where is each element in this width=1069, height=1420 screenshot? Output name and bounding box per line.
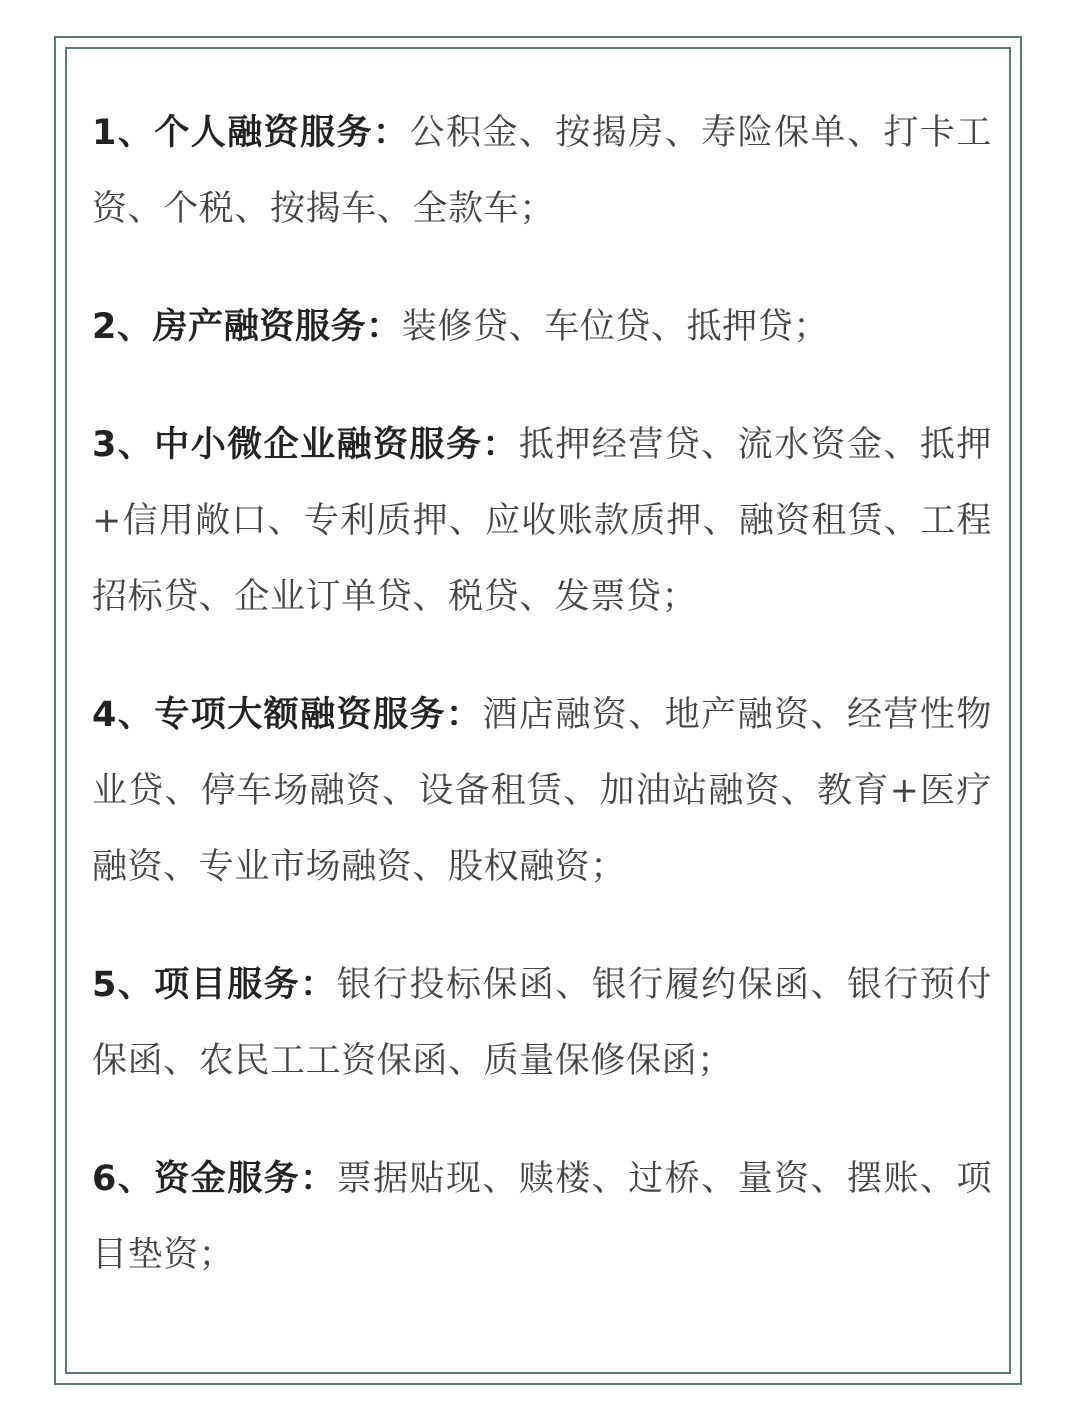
service-item-funds [92,1141,992,1293]
item-number: 6、 [92,1159,155,1199]
service-item-sme [92,407,992,635]
item-title: 个人融资服务： [154,113,410,153]
item-description: 抵押经营贷、流水资金、抵押+信用敞口、专利质押、应收账款质押、融资租赁、工程招标贷、企业订单贷、税贷、发票贷； [92,425,992,617]
item-number: 4、 [92,695,155,735]
service-item-project [92,947,992,1099]
item-title: 项目服务： [154,965,337,1005]
item-number: 1、 [92,113,155,153]
item-description: 票据贴现、赎楼、过桥、量资、摆账、项目垫资； [92,1159,992,1275]
item-title: 专项大额融资服务： [154,695,483,735]
item-title: 资金服务： [154,1159,337,1199]
item-description: 公积金、按揭房、寿险保单、打卡工资、个税、按揭车、全款车； [92,113,992,229]
item-number: 2、 [92,307,153,347]
service-item-personal [92,95,992,247]
item-number: 5、 [92,965,155,1005]
item-number: 3、 [92,425,155,465]
item-title: 中小微企业融资服务： [154,425,519,465]
service-list [92,95,992,1335]
item-description: 酒店融资、地产融资、经营性物业贷、停车场融资、设备租赁、加油站融资、教育+医疗融资、专业市场融资、股权融资； [92,695,992,887]
service-item-property [92,289,992,365]
item-title: 房产融资服务： [152,307,402,347]
service-item-large-special [92,677,992,905]
item-description: 装修贷、车位贷、抵押贷； [401,307,829,347]
item-description: 银行投标保函、银行履约保函、银行预付保函、农民工工资保函、质量保修保函； [92,965,992,1081]
